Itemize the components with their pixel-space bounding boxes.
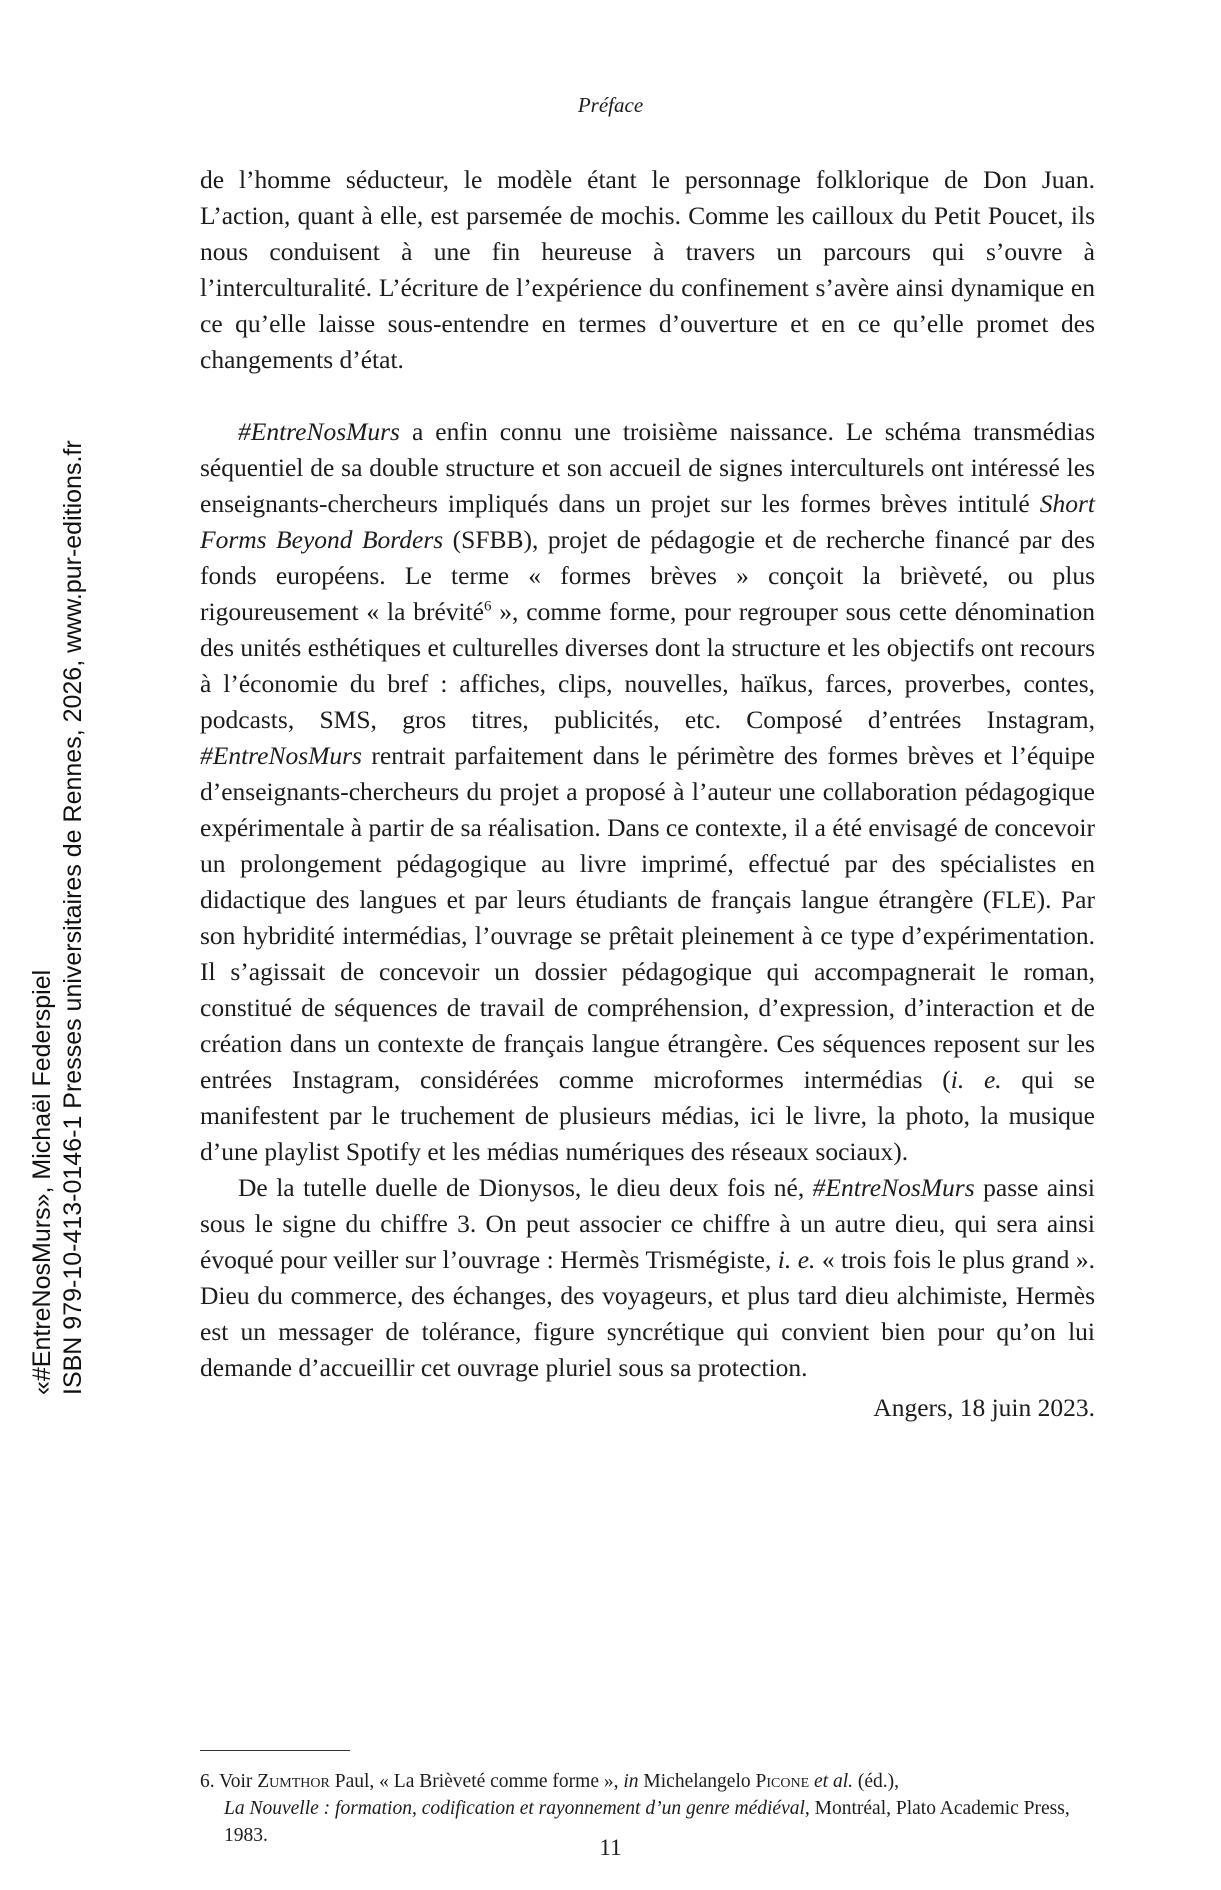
book-title: #EntreNosMurs [200, 741, 362, 770]
project-title: Short Forms Beyond Borders [200, 489, 1095, 554]
footnote: 6. Voir Zumthor Paul, « La Brièveté comme forme », in Michelangelo Picone et al. (éd.), La Nouvelle : formation, codification et rayonnement d’un genre médiéval, Montréal, Plato Academic Press, 1983. [200, 1771, 1070, 1846]
paragraph-3: De la tutelle duelle de Dionysos, le dieu deux fois né, #EntreNosMurs passe ainsi sous le signe du chiffre 3. On peut associer ce chiffre à un autre dieu, qui sera ainsi évoqué pour veiller sur l’ouvrage : Hermès Trismégiste, i. e. « trois fois le plus grand ». Dieu du commerce, des échanges, des voyageurs, et plus tard dieu alchimiste, Hermès est un messager de tolérance, figure syncrétique qui convient bien pour qu’on lui demande d’accueillir cet ouvrage pluriel sous sa protection. [200, 1173, 1095, 1382]
sidebar-line-2: ISBN 979-10-413-0146-1 Presses universitaires de Rennes, 2026, www.pur-editions.fr [59, 440, 87, 1395]
main-text [200, 162, 1095, 1426]
footnote-number: 6. [200, 1771, 215, 1792]
footnote-divider [200, 1750, 350, 1751]
footnote-ref: 6 [484, 598, 492, 615]
signoff: Angers, 18 juin 2023. [873, 1393, 1095, 1422]
paragraph-1: de l’homme séducteur, le modèle étant le personnage folklorique de Don Juan. L’action, quant à elle, est parsemée de mochis. Comme les cailloux du Petit Poucet, ils nous conduisent à une fin heureuse à travers un parcours qui s’ouvre à l’interculturalité. L’écriture de l’expérience du confinement s’avère ainsi dynamique en ce qu’elle laisse sous-entendre en termes d’ouverture et en ce qu’elle promet des changements d’état. [200, 165, 1095, 374]
copyright-sidebar [27, 440, 117, 1395]
book-title: #EntreNosMurs [812, 1173, 975, 1202]
book-title: #EntreNosMurs [238, 417, 400, 446]
page-number: 11 [599, 1835, 622, 1860]
sidebar-line-1: «#EntreNosMurs», Michaël Federspiel [28, 969, 56, 1395]
paragraph-2: #EntreNosMurs a enfin connu une troisième naissance. Le schéma transmédias séquentiel de sa double structure et son accueil de signes interculturels ont intéressé les enseignants-chercheurs impliqués dans un projet sur les formes brèves intitulé Short Forms Beyond Borders (SFBB), projet de pédagogie et de recherche financé par des fonds européens. Le terme « formes brèves » conçoit la brièveté, ou plus rigoureusement « la brévité$^6$ », comme forme, pour regrouper sous cette dénomination des unités esthétiques et culturelles diverses dont la structure et les objectifs ont recours à l’économie du bref : affiches, clips, nouvelles, haïkus, farces, proverbes, contes, podcasts, SMS, gros titres, publicités, etc. Composé d’entrées Instagram, #EntreNosMurs rentrait parfaitement dans le périmètre des formes brèves et l’équipe d’enseignants-chercheurs du projet a proposé à l’auteur une collaboration pédagogique expérimentale à partir de sa réalisation. Dans ce contexte, il a été envisagé de concevoir un prolongement pédagogique au livre imprimé, effectué par des spécialistes en didactique des langues et par leurs étudiants de français langue étrangère (FLE). Par son hybridité intermédias, l’ouvrage se prêtait pleinement à ce type d’expérimentation. Il s’agissait de concevoir un dossier pédagogique qui accompagnerait le roman, constitué de séquences de travail de compréhension, d’expression, d’interaction et de création dans un contexte de français langue étrangère. Ces séquences reposent sur les entrées Instagram, considérées comme microformes intermédias (i. e. qui se manifestent par le truchement de plusieurs médias, ici le livre, la photo, la musique d’une playlist Spotify et les médias numériques des réseaux sociaux). [200, 417, 1096, 1166]
running-header: Préface [577, 93, 644, 117]
